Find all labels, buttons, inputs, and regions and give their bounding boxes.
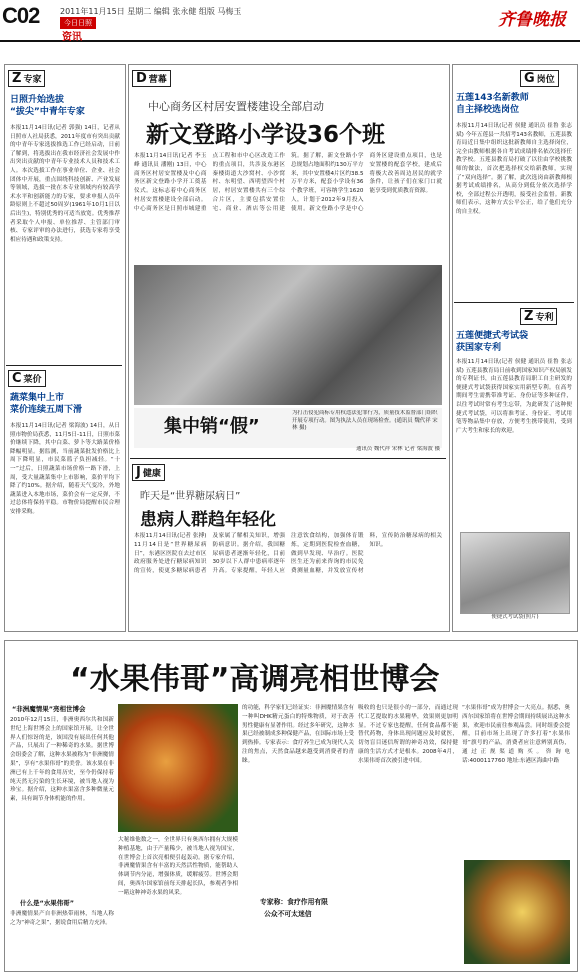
fruit-photo (118, 704, 238, 832)
bottom-col1: 2010年12月15日，非洲奥西尔共和国新世纪上海世博会上的国家馆开展，让全世界人们惊讶的是，该国没有展出任何其他产品，只展出了一种稀奇的水果。据世博会组委会了解，这种水果被称为“非洲魔情果”，享有“水果伟哥”的美誉。该水果在非洲已有上千年的食用历史，至今仍保持着纯天然无污染的生长环境，被当地人视为珍宝。据介绍，这种水果富含多种微量元素，具有调节身体机能的作用。 (10, 717, 114, 803)
col3-sub: 专家称：食疗作用有限 (260, 898, 328, 906)
center-body: 本报11月14日讯(记者 李玉峰 通讯员 潘刚) 13日，中心商务区村居安置楼及中心商务区新文登路小学开工奠基仪式。这标志着中心商务区村居安置楼建设全部启动。中心商务区是日照市城建重点工程和市中心区改造工作的重点项目，共涉及东港区秦楼街道大沙窝村、小沙窝村、东明望、西明望四个村居，村居安置楼共有三个综合片区，主要包括安置住宅、商业、酒店等公用建筑。据了解，新文登路小学总规划占地面积约130万平方米，其中安置楼4片区约38.5万平方米，配套小学设有36个教学班，可容纳学生1620人，计划于2012年9月投入使用。新文登路小学是中心商务区建设重点项目，也是安置楼的配套学校，建成后将极大改善周边居民的就学条件，让孩子们在家门口就能享受到优质教育资源。 (134, 153, 442, 212)
zhuanjia-body: 本报11月14日讯(记者 郭强) 14日，记者从日照市人社局获悉，2011年度市有突出贡献的中青年专家选拔推选工作已经启动，日前了解到，将选拔出在我市经济社会发展中作出突出贡献的中青年专业技术人员和技术工人。本次选拔工作在事业单位、企业、社会团体中开展，重点围绕科技创新、产业发展等领域，选拔一批在本专业领域内有较高学术水平和创新能力的专家，要求申报人员年龄原则上不超过50周岁(1961年10月1日以后出生)，特别优秀的可适当放宽。优秀推荐者采取个人申报、单位推荐、主管部门审核、专家评审的办法进行，获选专家将享受相应待遇和政策支持。 (10, 125, 120, 243)
z-title: 五莲便捷式考试袋 获国家专利 (456, 331, 529, 353)
g-title: 五莲143名新教师 自主择校选岗位 (456, 93, 529, 115)
col3-sub2: 公众不可太迷信 (264, 910, 312, 918)
bottom-col3: 的功能，科学家们已经证实：非洲魔情果含有一种叫DHK精元蛋白的特殊物质，对于改善男性健康有显著作用。经过多年研究，这种水果已经被制成多种保健产品，在国际市场上受到热捧。专家表示：食疗养生已成为现代人关注的焦点，天然食品越来越受到消费者的青睐。 (242, 705, 354, 764)
fruit-photo-2 (464, 860, 570, 964)
z-label (520, 308, 557, 325)
j-kicker: 昨天是“世界糖尿病日” (140, 491, 241, 502)
section-title: 资讯 (62, 32, 82, 43)
product-photo (460, 532, 570, 614)
col1-sub2: 什么是“水果伟哥” (20, 899, 75, 907)
center-kicker: 中心商务区村居安置楼建设全部启动 (148, 100, 324, 113)
paper-name: 齐鲁晚报 (498, 10, 566, 30)
label-text: 专家 (23, 75, 42, 85)
letter: C (12, 371, 22, 386)
caijia-body: 本报11月14日讯(记者 梁海波) 14日，从日照市物价局获悉，11月5日-11日，日照市菜价继续下降，其中白菜、萝卜等大路菜价格降幅明显。据监测，当前蔬菜批发价格比上周下降明显，市民菜篮子负担减轻。“十一”过后，日照蔬菜市场价格一路下滑，上周，受大量蔬菜集中上市影响，菜价平均下降了约10%。据介绍，随着天气变冷，外地蔬菜进入本地市场，菜价会有一定反弹，不过总体将保持平稳。市物价局提醒市民合理安排采购。 (10, 423, 120, 515)
col1-sub: “非洲魔情果”亮相世博会 (12, 705, 86, 713)
letter: J (136, 465, 141, 480)
photo-credit: 通讯员 魏代祥 宋林 记者 梁海波 摄 (355, 446, 440, 452)
g-body: 本报11月14日讯(记者 侯健 通讯员 崔鲁 张志斌) 今年五莲县一共招考143名教师，五莲县教育局近日集中组织这批新教师自主选择岗位，完全由教师根据各自考试成绩排名依次选择任教学校。五莲县教育局打破了以往由学校挑教师的做法，首次把选择权交给新教师，实现了“双向选择”。据了解，此次选岗由新教师根据考试成绩排名，从高分到低分依次选择学校，全部过程公开透明，接受社会监督。新教师们表示，这种方式公平公正，给了他们充分的自主权。 (456, 123, 572, 215)
d-label (132, 70, 171, 87)
letter: Z (12, 71, 22, 86)
label-text: 健康 (142, 469, 161, 479)
letter: D (136, 71, 147, 86)
letter: G (524, 71, 535, 86)
bottom-col2: 大秘维他数之一，全世界只有奥西尔拥有大规模种植基地，由于产量稀少，被当地人视为国宝，在世博会上首次亮相便引起轰动。据专家介绍，非洲魔情果含有丰富的天然活性物质，能帮助人体调节内分泌，增强体质，缓解疲劳。世博会期间，奥西尔国家馆前每天排起长队，参观者争相一睹这种神奇水果的风采。 (118, 837, 238, 896)
bottom-headline: “水果伟哥”高调亮相世博会 (70, 662, 440, 697)
letter: Z (524, 309, 534, 324)
label-text: 岗位 (536, 75, 555, 85)
z-body: 本报11月14日讯(记者 侯健 通讯员 崔鲁 张志斌) 五莲县教育局日前收到国家知识产权局颁发的专利证书，由五莲县教育局职工自主研发的便捷式考试袋获得国家实用新型专利。在高考期间考生需携带准考证、身份证等多种证件，以往考试时常有考生忘带，为此研发了这种便捷式考试袋，可以将准考证、身份证、考试用笔等物品集中存放，方便考生携带使用，受到广大考生和家长的欢迎。 (456, 359, 572, 434)
caijia-title: 蔬菜集中上市 菜价连续五周下滑 (10, 393, 83, 415)
g-label (520, 70, 559, 87)
photo-caption: 为打击侵犯商标专用权违法犯罪行为，质量技术监督部门组织开展专项行动。图为执法人员在现场检查。(通讯员 魏代祥 宋林 摄) (292, 410, 438, 432)
divider (130, 458, 446, 459)
label-text: 菜价 (23, 375, 42, 385)
jizhong-title: 集中销“假” (164, 416, 260, 437)
zhuanjia-title: 日照升始选拔 “拔尖”中青年专家 (10, 95, 85, 117)
zhuanjia-label (8, 70, 45, 87)
news-photo (134, 265, 442, 405)
page-code: C02 (2, 3, 40, 28)
bottom-col1b: 非洲魔情果产自非洲热带雨林，当地人称之为“神奇之果”，据说食用后精力充沛。 (10, 911, 114, 926)
center-headline: 新文登路小学设36个班 (146, 122, 386, 148)
issue-info: 2011年11月15日 星期二 编辑 张永健 组版 马梅玉 (60, 7, 242, 16)
j-headline: 患病人群趋年轻化 (140, 510, 276, 530)
bottom-col4: 吸收的也只是很小的一部分，而通过现代工艺提取的水果精华，效果则更加明显。不过专家也提醒，任何食品都不能替代药物，身体出现问题应及时就医，切勿盲目迷信所谓的神奇功效，保持健康的生活方式才是根本。2008年4月，水果伟哥首次被引进中国。 (358, 705, 458, 764)
j-label (132, 464, 165, 481)
caijia-label (8, 370, 46, 387)
bottom-col5: “水果伟哥”成为世博会一大亮点。据悉，奥西尔国家馆将在世博会期间持续展出这种水果，欢迎市民前往参观品尝。同时组委会提醒，目前市场上出现了许多打着“水果伟哥”旗号的产品，消费者应注意辨别真伪，通过正规渠道购买。咨询电话:4000117760 地址:东港区海曲中路 (462, 705, 570, 764)
label-text: 营幕 (148, 75, 167, 85)
divider (454, 302, 574, 303)
j-body: 本报11月14日讯(记者 张搏) 11月14日是“世界糖尿病日”，东港区医院在去过市区政府服务处进行糖尿病知识的宣传，使更多糖尿病患者及家属了解相关知识，增强防病意识。据介绍，我国糖尿病患者逐渐年轻化，目前30岁以下人群中患病率逐年升高。专家提醒，年轻人应注意饮食结构，加强体育锻炼，定期到医院检查血糖，做到早发现、早治疗。医院医生还为前来咨询的市民免费测量血糖，并发放宣传材料，宣传防治糖尿病的相关知识。 (134, 533, 442, 575)
label-text: 专利 (535, 313, 554, 323)
divider (6, 365, 122, 366)
product-caption: 便捷式考试袋(照片) (491, 614, 539, 620)
masthead (0, 0, 580, 42)
today-tag: 今日日照 (60, 17, 96, 29)
